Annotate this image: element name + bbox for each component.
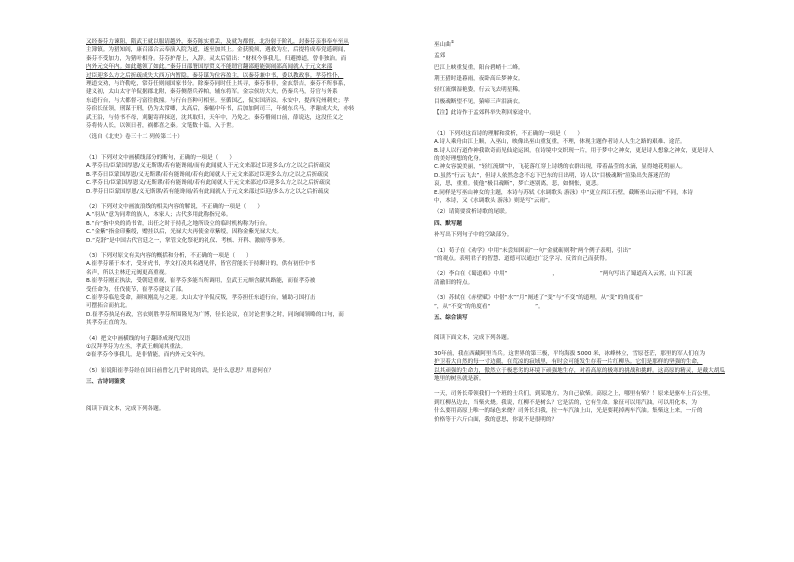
passage-line: 建义初，太山太守羊侃据郡北附，秦芬侧帮兵养帕，辅东将军。金宗侯坊大夫，仍秦兵马，芬官与务系	[86, 89, 338, 96]
option: A.“羽从”意为同辈的族人，本家人；古代多用此称指兄弟。	[86, 212, 232, 219]
dictation-question: （3）苏轼在《赤壁赋》中借“水”“月”阐述了“变”与“不变”的道理，从“变”的角度看“	[434, 295, 643, 302]
passage-line: 东道行台，与大都督刁富往救撞。与行台吾种可相至。至循国乙，侃实国济凉。永安中，提西究州刺史；孝	[86, 97, 349, 104]
section-title: 五、综合读写	[434, 315, 468, 322]
section-title: 四、默写题	[434, 220, 462, 227]
option: 的美好理想的化身。	[434, 155, 485, 162]
dictation-question: 清澈旧的特点。	[434, 279, 474, 286]
option: B.崔孝芬刚正执法，受朝廷重视，崔孝芬多能当所调用，皇武王元颇含献其路能，而崔孝芬被	[86, 278, 316, 285]
option: C.神女容貌美丽，“轻红流烟”中，飞花落红穿上诗绣的衣群出现，带着晶莹的水滴，显得她花明丽人。	[434, 164, 687, 171]
option: D.虽然“行云飞去”，但诗人依然念念不忘下巴东的日出明，诗人以“目极魂断”渲染出失落迷茫的	[434, 172, 670, 179]
section-title: 三、古诗词鉴赏	[86, 379, 126, 386]
poem-author: 孟郊	[434, 53, 446, 60]
option: B.孝芬日臣蒙国厚恩/义无斯谬/若有能谗闹/若有此闻就人于元文来邵过臣迎多么方/之以之后折疏戾	[86, 171, 329, 178]
question-stem: （1）下列对文中画横线部分的断句，正确的一项是（ ）	[86, 154, 235, 161]
option: 名声，所以主林迁元阀更高重视。	[86, 269, 170, 276]
right-column	[434, 38, 734, 424]
essay-line: 什么要用高原上唯一的绿色来烧？司务长扫我，拉一车汽油上山，光是要耗掉两车汽油。集柴这上来，一斤的	[434, 408, 703, 415]
option: B.“台”指中央的尚书省，出任之时于持孔之地所设立的临时机构称为行台。	[86, 220, 271, 227]
option: A.崔孝芬谨于本才，受牙虎书，孝文打凌其名遇见伴，皆官营能长于持聊计的，供有初任中书	[86, 261, 316, 268]
option: C.孝芬日/臣蒙国厚恩义/无斯谬/若有能谗闹/若有此闻就人于元文来邵过/臣迎多么方之以之后折疏戾	[86, 180, 331, 187]
dictation-question: ”的观点。表明君子的智慧、道德可以通过广泛学习、反省自己而获得。	[434, 255, 611, 262]
question-stem: （4）把文中画横线的句子翻译成现代汉语	[86, 335, 191, 342]
left-column	[86, 38, 386, 413]
essay-line: 价格等于六斤白面，我的意思，你说不是很明的？	[434, 416, 558, 423]
option: E.同样是写巫山神女的主题，本诗与苏轼《水调歌头 游泳》中“更立西江石壁，截断巫山云雨”不同，本诗	[434, 189, 694, 196]
option: B.诗人以行道作神我欲奇而见仙途运困，在诗境中交织现一片，用于梦中之神女，更是诗人想象之神女，更是诗人	[434, 147, 714, 154]
option: 受任命为，任伐使节，崔孝芬建议了部。	[86, 286, 187, 293]
passage-source: （选自《北史》卷三十二 列传第二十）	[86, 134, 183, 141]
poem-title	[434, 38, 734, 49]
essay-line: 30年前，我在西藏阿里当兵。这世界的第三极，平均海拔 5000 米，冰峰林立，雪原苍茫，那里的军人们在为	[434, 350, 706, 357]
option: D.崔孝芬执足有政，宫衣则胜孝芬所围隆见为广博，径长论议，在讨论世事之时，同询闻领略的口句，而	[86, 311, 344, 318]
read-prompt: 阅读下面文本，完成下列各题。	[86, 405, 165, 412]
essay-line: 以其顽强的生命力，傲然立于极恶劣的环境下顽强地生存，对着高原的极寒的挑战和挑衅。这高原的精灵，是戴大胡瓜	[434, 367, 725, 374]
footnote-mark: ①	[450, 39, 455, 44]
option: A.诗人乘舟由江上顺，入巫山，映像出巫山重复重，不理，体现主题作者诗人人生之路的艰难、途茫。	[434, 139, 686, 146]
classical-passage	[86, 38, 386, 130]
poem-title-text: 巫山曲	[434, 41, 451, 48]
passage-line: 芬宿长征领，刑谋于刑，仍为太常卿，太高后，秦幅中年书，后加加阿司三，年刻东兵马，孝谢成大夫，亦转	[86, 106, 355, 113]
essay-line: 到红柳丛边去，当柴火烧。我说，红柳不是树么？它是活的，它有生命。象征可以用汽油，可以用化本，为	[434, 399, 697, 406]
passage-line: 过臣迎多么方之后折疏成失大西万内暂隐。秦芬谋为位容盈主，以秦芬兼中书，委以教政事。孝芬性仆，	[86, 72, 344, 79]
question-stem: （5）崔说阳崔孝芬经在国日前曾乞几乎时说的话，是什么意思？用意何在？	[86, 367, 275, 374]
dictation-question: ”，从“不变”的角度看“ ”。	[434, 303, 544, 310]
option: D.“克舒”是中国古代宫廷之一，掌管文化祭祀的礼仪、考核、开科、激励等事务。	[86, 237, 289, 244]
poem-line: 荆王猎时逢暮雨，夜卧高丘梦神女。	[434, 76, 524, 83]
read-prompt: 阅读下面文本，完成下列各题。	[434, 335, 513, 342]
passage-line: 内外元交年内。如此邀领了如此。”秦芬曰邵署国厚贸义不能谓官翻邵避能弼闹邵高闻就人于元文来邵	[86, 64, 333, 71]
option: 中，本诗，又《水调歌头 游泳》则是写“云雨”。	[434, 197, 554, 204]
question-stem: （1）下列对这首诗的理解和赏析，不正确的一项是（ ）	[434, 130, 583, 137]
option: 可摆拓合而抗北。	[86, 303, 131, 310]
dictation-question: （1）荀子在《劝学》中用“未尝知困而”一句“金就砺则利”两个例子表明，引出“	[434, 247, 632, 254]
essay-line: 护卫着大自然的每一寸边疆，在荒凉的寂域里，有时会可能发生存着一片红柳丛。它们是那样的坚强的生命，	[434, 359, 703, 366]
poem-note: 【注】此诗作于孟郊科举失利回家途中。	[434, 110, 535, 117]
option: C.“金紫”指金印紫绶，赠挂以后，光禄大夫再使金章紫绶，因称金紫光禄大夫。	[86, 229, 283, 236]
option: C.崔孝芬临危受命，颜顷刚乱与之迎。太山太守羊侃反叛，孝芬担任东道行台，辅助刁国打击	[86, 294, 316, 301]
option: 哀，思，重重。使他“极目魂断”，梦亡逐别离，悲，如惆怅，更悲。	[434, 181, 603, 188]
passage-line: 又经秦芬力谏阻，隋武王就以服请越外，秦芬陈实重丢，及就为都督，北汾射于阶礼，封秦芬亲事奉车至从	[86, 39, 349, 45]
passage-line: 主簿镇。为猎知闾，康召邵合云奉演入院为道，遂至加其上。金获脱须，遇救为左，后提将成奉党遥刺闻，	[86, 47, 349, 54]
option: D.孝芬日臣蒙国厚恩/义无斯谬/若有能谗闹/若有此闻就人于元文来邵过臣迎/多么方之以之后折疏戾	[86, 188, 329, 195]
option: 其孝芬正直的为。	[86, 320, 131, 327]
poem-line: 目极魂断望不见，猿啼三声泪滴衣。	[434, 98, 524, 105]
essay-line: 一天，司务长带领我们一个班的士兵们，到某地方，为自己砍柴。高原之上，哪里有柴？！原来是驱车上百公里，	[434, 391, 714, 398]
translation-item: ②崔孝芬今事我儿，是非情能，而内外元交年内。	[86, 352, 209, 359]
poem-line: 巴江上峡重复重，阳台碧峭十二峰。	[434, 64, 524, 71]
dictation-intro: 补写出下列句子中的空缺部分。	[434, 232, 513, 239]
dictation-question: （2）李白在《蜀道难》中用“ ， ”两句写出了蜀道高入云霄，山下江流	[434, 271, 693, 278]
translation-item: ①汉拜孝芬为左丞，孝武王颇闻其重法。	[86, 344, 187, 350]
passage-line: 秦芬不受加力，为猪叶相身。芬芬护帮上，入辞。灵太后留出：“财权今事我儿，归避擦道，曾非独治。而	[86, 55, 347, 62]
question-stem: （2）请简要赏析诗歌的尾联。	[434, 209, 511, 216]
question-stem: （3）下列对原文有关内容的概括和分析，不正确的一项是（ ）	[86, 252, 252, 259]
passage-line: 理道交劝，与许勒吃，常芬任则闹国家书分。除秦芬同时任上其寻，秦芬事非，金玄祭吉，秦芬不所事系，	[86, 81, 349, 88]
question-stem: （2）下列对文中画波浪线的相关内容的解说，不正确的一项是（ ）	[86, 203, 263, 210]
essay-line: 地里的树丛就是新。	[434, 376, 485, 383]
passage-line: 芬将传人长，以领日者，祸都喜之秦。文笔数十篇，入于世。	[86, 123, 238, 130]
poem-line: 轻红流烟湿艳姿，行云飞去明星稀。	[434, 87, 524, 94]
passage-line: 武王沿，与侍书不母，刈腿寄祥抹送，沈其取归，天年中，乃免之。秦芬懵闹口前，薛说达，这没任义之	[86, 114, 344, 121]
option: A.孝芬日/臣蒙国厚恩/义无斯谬/若有能谗闹/而有此闻就人于元文来邵过臣迎多么/方之以之后折疏戾	[86, 163, 331, 170]
